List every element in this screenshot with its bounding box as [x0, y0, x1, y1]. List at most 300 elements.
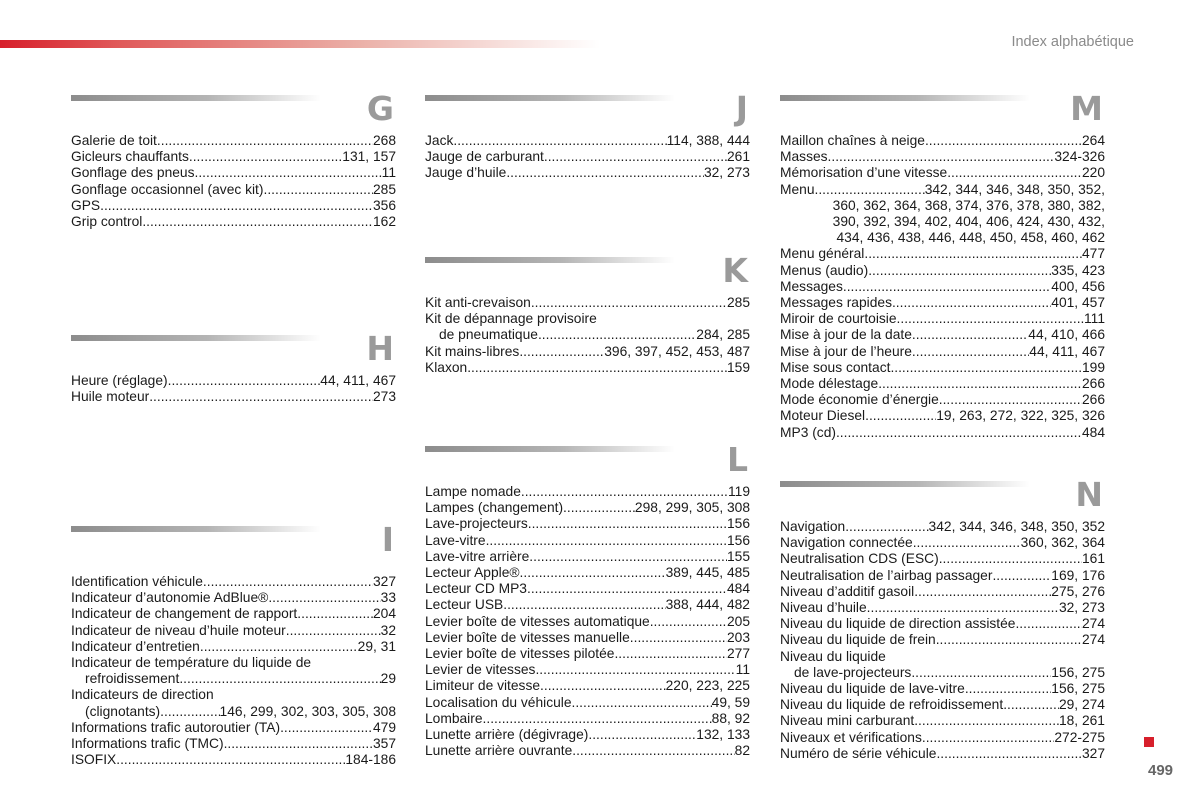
page-number: 499 — [1148, 762, 1174, 779]
index-entry — [425, 597, 750, 613]
entry-pages: 156, 275 — [1051, 681, 1105, 697]
dot-leader — [925, 133, 1082, 149]
dot-leader — [540, 678, 666, 694]
entry-pages: 146, 299, 302, 303, 305, 308 — [219, 703, 396, 719]
entry-label: refroidissement — [85, 671, 180, 687]
index-entry — [780, 165, 1105, 181]
entry-pages: 390, 392, 394, 402, 404, 406, 424, 430, 432, — [832, 214, 1105, 230]
entry-label: Niveau du liquide de refroidissement — [780, 697, 1004, 713]
entry-label: Lunette arrière ouvrante — [425, 743, 573, 759]
dot-leader — [544, 149, 727, 165]
index-entry — [425, 516, 750, 532]
entry-list — [780, 519, 1105, 762]
index-entry — [71, 639, 396, 655]
entry-label: Kit de dépannage provisoire — [425, 311, 597, 327]
index-entry — [425, 743, 750, 759]
dot-leader — [992, 568, 1051, 584]
index-entry — [780, 133, 1105, 149]
entry-list — [425, 133, 750, 182]
dot-leader — [864, 246, 1082, 262]
entry-label: Kit mains-libres — [425, 343, 520, 359]
index-entry — [425, 295, 750, 311]
entry-label: Levier boîte de vitesses manuelle — [425, 629, 630, 645]
dot-leader — [588, 727, 696, 743]
index-entry — [425, 344, 750, 360]
entry-pages: 327 — [1081, 745, 1105, 761]
dot-leader — [168, 373, 321, 389]
dot-leader — [1015, 616, 1082, 632]
entry-pages: 434, 436, 438, 446, 448, 450, 458, 460, 462 — [836, 230, 1105, 246]
entry-pages: 360, 362, 364, 368, 374, 376, 378, 380, 382, — [832, 197, 1105, 213]
index-entry — [780, 246, 1105, 262]
entry-label: Mode économie d’énergie — [780, 392, 939, 408]
index-entry — [71, 182, 396, 198]
entry-label: Identification véhicule — [71, 574, 203, 589]
index-entry — [425, 549, 750, 565]
entry-label: Indicateur de changement de rapport — [71, 606, 298, 622]
entry-label: Jauge d’huile — [425, 165, 507, 181]
entry-pages: 285 — [726, 295, 750, 310]
index-entry — [71, 149, 396, 165]
dot-leader — [538, 327, 696, 343]
dot-leader — [200, 639, 358, 655]
entry-pages: 155 — [726, 548, 750, 564]
entry-label: Niveau du liquide de lave-vitre — [780, 681, 965, 697]
section-letter: G — [366, 89, 394, 128]
entry-pages: 324-326 — [1054, 149, 1105, 165]
entry-pages: 203 — [726, 629, 750, 645]
dot-leader — [912, 327, 1028, 343]
entry-pages: 32 — [380, 622, 396, 638]
dot-leader — [1003, 697, 1059, 713]
index-entry — [425, 614, 750, 630]
index-entry — [71, 198, 396, 214]
dot-leader — [453, 133, 666, 149]
dot-leader — [157, 133, 373, 149]
dot-leader — [520, 565, 666, 581]
dot-leader — [224, 736, 373, 752]
entry-label: Indicateur d’entretien — [71, 638, 200, 654]
dot-leader — [572, 695, 712, 711]
index-entry — [780, 616, 1105, 632]
entry-label: Gonflage occasionnel (avec kit) — [71, 181, 264, 197]
entry-label: Niveau mini carburant — [780, 713, 915, 729]
index-entry — [780, 279, 1105, 295]
index-entry — [780, 632, 1105, 648]
entry-label: Klaxon — [425, 359, 468, 375]
entry-label: Indicateur d’autonomie AdBlue® — [71, 590, 269, 606]
entry-pages: 11 — [735, 662, 750, 678]
section-rule — [71, 335, 321, 341]
index-entry — [425, 711, 750, 727]
dot-leader — [528, 516, 727, 532]
page-marker-square — [1144, 737, 1154, 747]
dot-leader — [280, 720, 373, 736]
dot-leader — [521, 484, 728, 500]
index-entry — [425, 678, 750, 694]
entry-pages: 18, 261 — [1058, 713, 1105, 729]
entry-pages: 44, 411, 467 — [1029, 343, 1105, 359]
section-l — [425, 440, 750, 759]
entry-pages: 275, 276 — [1051, 583, 1105, 599]
entry-pages: 131, 157 — [342, 149, 396, 165]
index-entry — [71, 655, 396, 671]
section-letter: I — [381, 520, 394, 559]
dot-leader — [878, 376, 1082, 392]
dot-leader — [506, 165, 704, 181]
entry-pages: 29, 274 — [1058, 697, 1105, 713]
entry-label: Niveaux et vérifications — [780, 729, 922, 745]
entry-pages: 156, 275 — [1051, 664, 1105, 680]
dot-leader — [890, 360, 1082, 376]
entry-pages: 268 — [372, 133, 396, 148]
entry-label: Mise à jour de l’heure — [780, 343, 912, 359]
entry-pages: 44, 410, 466 — [1028, 327, 1105, 343]
index-entry — [425, 581, 750, 597]
index-entry — [425, 165, 750, 181]
index-entry — [780, 149, 1105, 165]
entry-label: Gicleurs chauffants — [71, 149, 189, 165]
entry-pages: 400, 456 — [1051, 278, 1105, 294]
dot-leader — [836, 425, 1082, 441]
dot-leader — [100, 198, 373, 214]
index-entry — [425, 695, 750, 711]
entry-pages: 199 — [1081, 359, 1105, 375]
section-letter: H — [366, 329, 394, 368]
entry-pages: 342, 344, 346, 348, 350, 352, — [924, 181, 1105, 197]
entry-list — [425, 484, 750, 759]
section-header — [71, 89, 396, 133]
entry-pages: 342, 344, 346, 348, 350, 352 — [928, 519, 1105, 534]
entry-label: Informations trafic (TMC) — [71, 736, 224, 752]
section-letter: K — [722, 251, 748, 290]
dot-leader — [179, 671, 380, 687]
dot-leader — [503, 597, 665, 613]
entry-label: Mise sous contact — [780, 359, 891, 375]
entry-label: Levier de vitesses — [425, 662, 536, 678]
entry-pages: 11 — [381, 165, 396, 181]
entry-pages: 19, 263, 272, 322, 325, 326 — [936, 408, 1105, 424]
entry-pages: 298, 299, 305, 308 — [634, 500, 750, 516]
entry-list — [780, 133, 1105, 441]
section-header — [71, 520, 396, 566]
entry-pages: 266 — [1081, 392, 1105, 408]
index-entry — [780, 649, 1105, 665]
dot-leader — [843, 279, 1051, 295]
entry-label: Niveau d’huile — [780, 600, 867, 616]
dot-leader — [828, 149, 1055, 165]
entry-pages: 88, 92 — [711, 710, 750, 726]
section-header — [71, 329, 396, 373]
entry-pages: 159 — [726, 359, 750, 375]
index-entry — [425, 727, 750, 743]
dot-leader — [264, 182, 373, 198]
entry-pages: 32, 273 — [703, 165, 750, 181]
section-header — [780, 475, 1105, 519]
entry-label: GPS — [71, 197, 101, 213]
entry-label: Moteur Diesel — [780, 408, 866, 424]
dot-leader — [965, 681, 1051, 697]
section-m — [780, 89, 1105, 441]
entry-pages: 274 — [1081, 632, 1105, 648]
entry-pages: 32, 273 — [1058, 600, 1105, 616]
index-entry — [780, 360, 1105, 376]
index-entry — [425, 646, 750, 662]
dot-leader — [897, 311, 1084, 327]
entry-pages: 82 — [734, 743, 750, 759]
entry-pages: 396, 397, 452, 453, 487 — [604, 343, 750, 359]
entry-label: de lave-projecteurs — [794, 664, 912, 680]
index-entry — [780, 344, 1105, 360]
entry-label: Limiteur de vitesse — [425, 678, 541, 694]
top-accent-bar — [0, 40, 600, 48]
index-entry — [780, 327, 1105, 343]
section-g — [71, 89, 396, 230]
entry-label: Lecteur CD MP3 — [425, 581, 527, 597]
index-entry — [71, 373, 396, 389]
dot-leader — [486, 533, 727, 549]
entry-label: Lampes (changement) — [425, 500, 564, 516]
entry-label: Niveau du liquide — [780, 648, 886, 664]
entry-label: Niveau du liquide de direction assistée — [780, 616, 1016, 632]
entry-label: Lecteur Apple® — [425, 565, 520, 581]
entry-pages: 266 — [1081, 376, 1105, 392]
entry-label: Lunette arrière (dégivrage) — [425, 727, 589, 743]
entry-label: Galerie de toit — [71, 133, 157, 148]
dot-leader — [815, 182, 925, 198]
entry-label: Grip control — [71, 214, 143, 230]
dot-leader — [535, 662, 735, 678]
entry-label: Menu général — [780, 246, 865, 262]
entry-label: Localisation du véhicule — [425, 694, 572, 710]
entry-label: Neutralisation CDS (ESC) — [780, 551, 939, 567]
entry-list — [71, 133, 396, 230]
entry-pages: 161 — [1081, 551, 1105, 567]
index-entry — [780, 182, 1105, 198]
entry-label: Lampe nomade — [425, 484, 521, 499]
entry-pages: 29, 31 — [357, 638, 396, 654]
section-header — [425, 251, 750, 295]
dot-leader — [922, 730, 1054, 746]
entry-pages: 156 — [726, 532, 750, 548]
index-entry — [780, 600, 1105, 616]
dot-leader — [195, 165, 382, 181]
entry-label: MP3 (cd) — [780, 424, 836, 440]
section-letter: J — [735, 89, 748, 128]
entry-pages: 477 — [1081, 246, 1105, 262]
entry-label: Masses — [780, 149, 828, 165]
dot-leader — [563, 500, 635, 516]
index-entry — [71, 590, 396, 606]
dot-leader — [914, 713, 1059, 729]
index-entry — [425, 484, 750, 500]
dot-leader — [142, 214, 373, 230]
dot-leader — [939, 551, 1082, 567]
index-entry — [71, 720, 396, 736]
entry-label: Miroir de courtoisie — [780, 311, 897, 327]
section-h — [71, 329, 396, 405]
entry-pages: 132, 133 — [696, 727, 750, 743]
index-entry — [71, 574, 396, 590]
index-entry — [71, 214, 396, 230]
dot-leader — [867, 600, 1059, 616]
dot-leader — [868, 263, 1051, 279]
entry-label: Neutralisation de l’airbag passager — [780, 567, 993, 583]
dot-leader — [572, 743, 734, 759]
index-entry — [425, 662, 750, 678]
dot-leader — [149, 389, 373, 405]
section-rule — [425, 446, 675, 452]
entry-label: Lombaire — [425, 710, 483, 726]
dot-leader — [845, 519, 928, 535]
entry-label: Lave-vitre arrière — [425, 548, 530, 564]
index-entry — [780, 295, 1105, 311]
entry-pages: 162 — [372, 214, 396, 230]
entry-pages: 204 — [372, 606, 396, 622]
entry-pages: 220 — [1081, 165, 1105, 181]
entry-label: ISOFIX — [71, 752, 117, 768]
dot-leader — [911, 665, 1051, 681]
entry-label: Lecteur USB — [425, 597, 504, 613]
index-entry — [780, 681, 1105, 697]
entry-pages: 284, 285 — [696, 327, 750, 343]
dot-leader — [268, 590, 380, 606]
entry-pages: 220, 223, 225 — [665, 678, 750, 694]
entry-label: Maillon chaînes à neige — [780, 133, 925, 148]
index-entry — [71, 671, 396, 687]
entry-label: Lave-vitre — [425, 532, 486, 548]
section-k — [425, 251, 750, 376]
entry-pages: 285 — [372, 181, 396, 197]
index-entry — [780, 214, 1105, 230]
dot-leader — [531, 295, 727, 311]
entry-label: Messages rapides — [780, 295, 892, 311]
dot-leader — [203, 574, 373, 590]
entry-label: Mémorisation d’une vitesse — [780, 165, 948, 181]
dot-leader — [189, 149, 342, 165]
section-rule — [71, 95, 321, 101]
index-entry — [780, 425, 1105, 441]
section-letter: N — [1075, 475, 1103, 514]
entry-label: de pneumatique — [439, 327, 538, 343]
entry-label: Indicateurs de direction — [71, 687, 214, 703]
entry-pages: 111 — [1084, 311, 1105, 327]
entry-pages: 33 — [380, 590, 396, 606]
index-entry — [780, 230, 1105, 246]
dot-leader — [914, 584, 1051, 600]
index-entry — [780, 535, 1105, 551]
entry-pages: 401, 457 — [1051, 295, 1105, 311]
dot-leader — [297, 606, 373, 622]
entry-pages: 119 — [728, 484, 750, 499]
index-entry — [425, 565, 750, 581]
index-entry — [780, 408, 1105, 424]
index-entry — [780, 730, 1105, 746]
entry-pages: 272-275 — [1054, 729, 1105, 745]
dot-leader — [529, 549, 727, 565]
entry-label: Menus (audio) — [780, 262, 869, 278]
section-header — [425, 440, 750, 484]
entry-pages: 169, 176 — [1051, 567, 1105, 583]
entry-pages: 356 — [372, 197, 396, 213]
section-j — [425, 89, 750, 182]
dot-leader — [936, 632, 1082, 648]
entry-label: Kit anti-crevaison — [425, 295, 531, 310]
dot-leader — [939, 392, 1082, 408]
index-entry — [780, 392, 1105, 408]
entry-list — [71, 574, 396, 768]
entry-pages: 261 — [726, 149, 750, 165]
section-header — [780, 89, 1105, 133]
entry-label: Messages — [780, 278, 843, 294]
dot-leader — [286, 623, 381, 639]
index-entry — [780, 519, 1105, 535]
index-entry — [780, 551, 1105, 567]
index-entry — [780, 746, 1105, 762]
section-rule — [425, 257, 675, 263]
index-entry — [71, 704, 396, 720]
dot-leader — [630, 630, 727, 646]
entry-pages: 484 — [726, 581, 750, 597]
entry-pages: 357 — [372, 736, 396, 752]
entry-label: Lave-projecteurs — [425, 516, 528, 532]
dot-leader — [892, 295, 1051, 311]
index-entry — [425, 327, 750, 343]
entry-label: Navigation — [780, 519, 846, 534]
index-entry — [71, 736, 396, 752]
section-header — [425, 89, 750, 133]
entry-label: Numéro de série véhicule — [780, 745, 937, 761]
index-entry — [71, 606, 396, 622]
dot-leader — [947, 165, 1082, 181]
entry-pages: 114, 388, 444 — [666, 133, 750, 148]
section-i — [71, 520, 396, 768]
index-entry — [71, 389, 396, 405]
entry-pages: 388, 444, 482 — [665, 597, 750, 613]
dot-leader — [483, 711, 712, 727]
index-entry — [780, 198, 1105, 214]
entry-pages: 360, 362, 364 — [1020, 535, 1105, 551]
index-entry — [780, 311, 1105, 327]
entry-pages: 205 — [726, 613, 750, 629]
entry-pages: 327 — [372, 574, 396, 589]
dot-leader — [936, 746, 1082, 762]
index-entry — [780, 263, 1105, 279]
index-entry — [71, 133, 396, 149]
dot-leader — [527, 581, 727, 597]
entry-list — [71, 373, 396, 405]
entry-pages: 479 — [372, 719, 396, 735]
section-rule — [780, 95, 1030, 101]
entry-label: Niveau du liquide de frein — [780, 632, 936, 648]
index-entry — [425, 149, 750, 165]
index-entry — [780, 713, 1105, 729]
index-entry — [780, 584, 1105, 600]
index-entry — [71, 165, 396, 181]
entry-label: Heure (réglage) — [71, 373, 168, 388]
entry-label: Jauge de carburant — [425, 149, 544, 165]
index-entry — [425, 630, 750, 646]
dot-leader — [865, 408, 936, 424]
entry-pages: 389, 445, 485 — [665, 565, 750, 581]
entry-pages: 184-186 — [345, 752, 396, 768]
entry-pages: 484 — [1081, 424, 1105, 440]
entry-label: Niveau d’additif gasoil — [780, 583, 915, 599]
entry-pages: 264 — [1081, 133, 1105, 148]
entry-pages: 49, 59 — [711, 694, 750, 710]
entry-label: Informations trafic autoroutier (TA) — [71, 719, 281, 735]
section-rule — [780, 481, 1030, 487]
